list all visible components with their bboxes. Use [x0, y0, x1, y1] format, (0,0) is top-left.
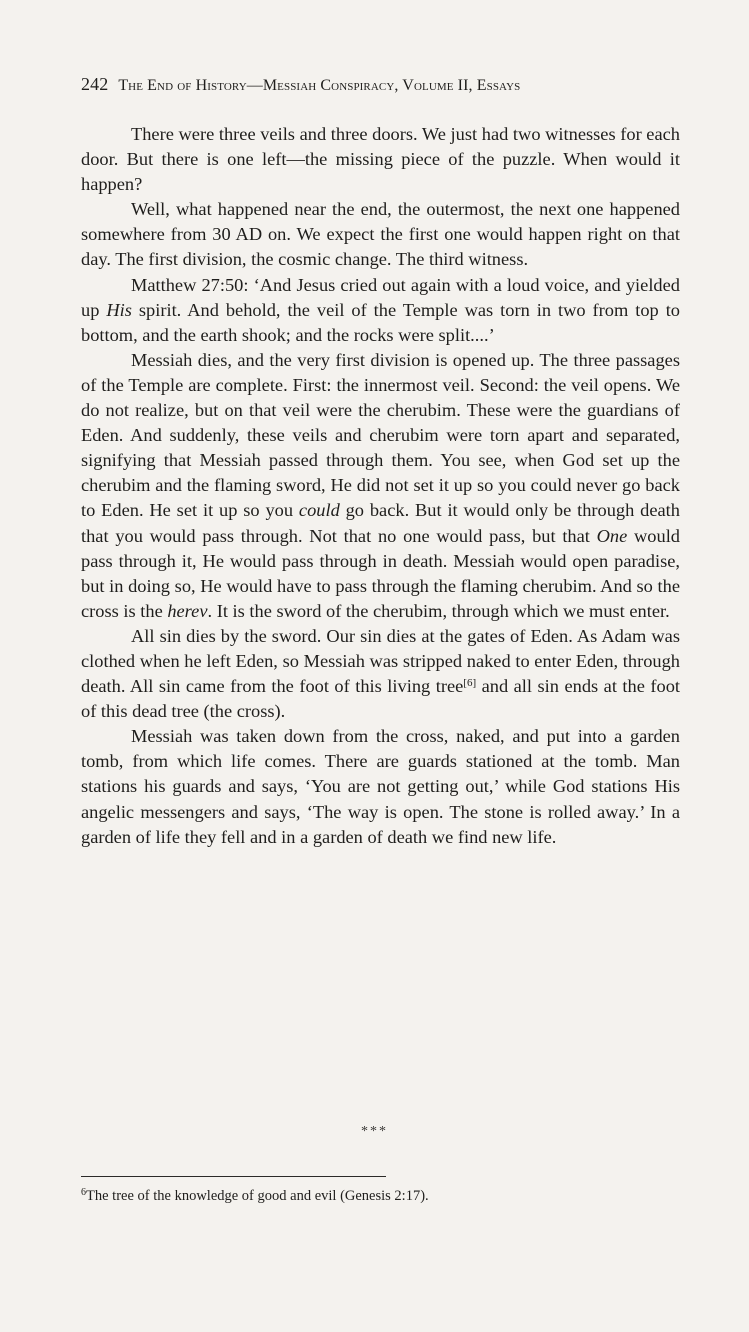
paragraph-3-text-a: Matthew 27:50: ‘And Jesus cried out again with a loud voice, and yielded up: [81, 274, 680, 320]
paragraph-4-emphasis-2: One: [596, 525, 628, 546]
footnote-text: The tree of the knowledge of good and evil (Genesis 2:17).: [86, 1188, 429, 1204]
paragraph-2: Well, what happened near the end, the outermost, the next one happened somewhere from 30 AD on. We expect the first one would happen right on that day. The first division, the cosmic change. The third witness.: [81, 199, 680, 270]
paragraph-5: [81, 624, 680, 724]
paragraph-3-text-b: spirit. And behold, the veil of the Temple was torn in two from top to bottom, and the earth shook; and the rocks were split....’: [81, 299, 680, 345]
paragraph-6: Messiah was taken down from the cross, naked, and put into a garden tomb, from which life comes. There are guards stationed at the tomb. Man stations his guards and says, ‘You are not getting out,’ while God stations His angelic messengers and says, ‘The way is open. The stone is rolled away.’ In a garden of life they fell and in a garden of death we find new life.: [81, 726, 680, 847]
body-text: [81, 122, 680, 850]
paragraph-5-text-b: and all sin ends at the foot of this dead tree (the cross).: [81, 676, 681, 722]
footnote-divider: [81, 1176, 386, 1177]
footnote-reference: [6]: [463, 677, 477, 690]
paragraph-4-text-c: would pass through it, He would pass through in death. Messiah would open paradise, but in doing so, He would have to pass through the flaming cherubim. And so the cross is the: [81, 525, 680, 621]
footnote: [81, 1186, 681, 1206]
paragraph-3: [81, 273, 680, 348]
footnote-number: 6: [81, 1187, 86, 1198]
running-head: [81, 74, 681, 96]
paragraph-1: There were three veils and three doors. We just had two witnesses for each door. But there is one left—the missing piece of the puzzle. When would it happen?: [81, 124, 680, 195]
running-title: The End of History—Messiah Conspiracy, Volume II, Essays: [118, 77, 521, 94]
section-break-asterism: ***: [361, 1124, 388, 1139]
paragraph-3-emphasis: His: [106, 299, 132, 320]
paragraph-4-text-a: Messiah dies, and the very first division is opened up. The three passages of the Temple are complete. First: the innermost veil. Second: the veil opens. We do not realize, but on that veil were the cherubim. These were the guardians of Eden. And suddenly, these veils and cherubim were torn apart and separated, signifying that Messiah passed through them. You see, when God set up the cherubim and the flaming sword, He did not set it up so you could never go back to Eden. He set it up so you: [81, 349, 680, 521]
paragraph-5-text-a: All sin dies by the sword. Our sin dies at the gates of Eden. As Adam was clothed when he left Eden, so Messiah was stripped naked to enter Eden, through death. All sin came from the foot of this living tree: [81, 625, 680, 697]
paragraph-4-text-d: . It is the sword of the cherubim, through which we must enter.: [207, 600, 670, 621]
page-number: 242: [81, 74, 109, 94]
paragraph-4-emphasis-3: herev: [167, 600, 208, 621]
paragraph-4-text-b: go back. But it would only be through death that you would pass through. Not that no one would pass, but that: [81, 500, 680, 546]
paragraph-4-emphasis-1: could: [298, 500, 340, 521]
paragraph-4: [81, 348, 680, 624]
